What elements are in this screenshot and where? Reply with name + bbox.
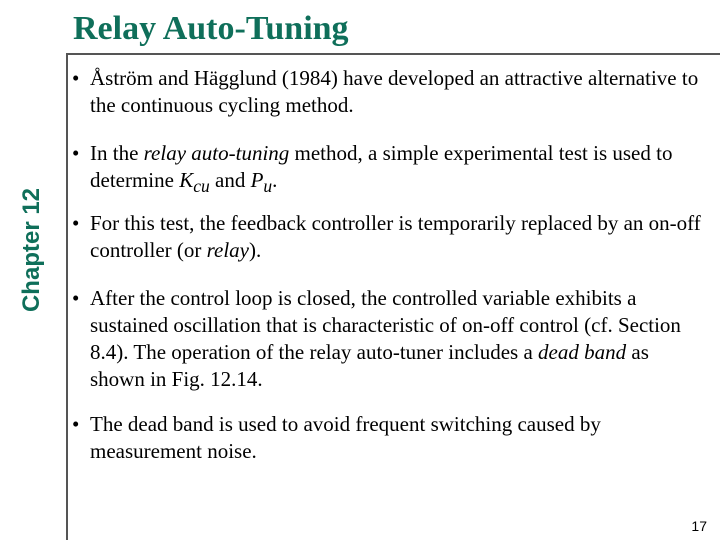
slide-title: Relay Auto-Tuning — [73, 10, 349, 47]
emphasis: relay — [206, 238, 249, 262]
bullet-item — [72, 210, 702, 264]
bullet-marker: • — [72, 66, 80, 90]
bullet-text: For this test, the feedback controller is temporarily replaced by an on-off controller (or relay). — [90, 211, 701, 262]
bullet-text: Åström and Hägglund (1984) have developed an attractive alternative to the continuous cycling method. — [90, 66, 699, 117]
emphasis: dead band — [538, 340, 627, 364]
left-divider — [66, 53, 68, 540]
bullet-marker: • — [72, 286, 80, 310]
title-divider — [66, 53, 720, 55]
bullet-text: After the control loop is closed, the controlled variable exhibits a sustained oscillation that is characteristic of on-off control (cf. Section 8.4). The operation of the relay auto-tuner includes a dead band as shown in Fig. 12.14. — [90, 286, 681, 391]
chapter-label: Chapter 12 — [18, 187, 45, 313]
bullet-item — [72, 65, 702, 119]
bullet-item — [72, 411, 702, 465]
pu-symbol: P — [250, 168, 264, 192]
kcu-symbol: K — [179, 168, 194, 192]
page-number: 17 — [691, 518, 707, 534]
bullet-item — [72, 140, 702, 200]
bullet-marker: • — [72, 141, 80, 165]
bullet-item — [72, 285, 702, 393]
bullet-marker: • — [72, 412, 80, 436]
bullet-text: In the relay auto-tuning method, a simple experimental test is used to determine $K_{cu}$ and $P_u$. — [90, 141, 673, 197]
emphasis: relay auto-tuning — [143, 141, 290, 165]
bullet-marker: • — [72, 211, 80, 235]
bullet-text: The dead band is used to avoid frequent switching caused by measurement noise. — [90, 412, 601, 463]
